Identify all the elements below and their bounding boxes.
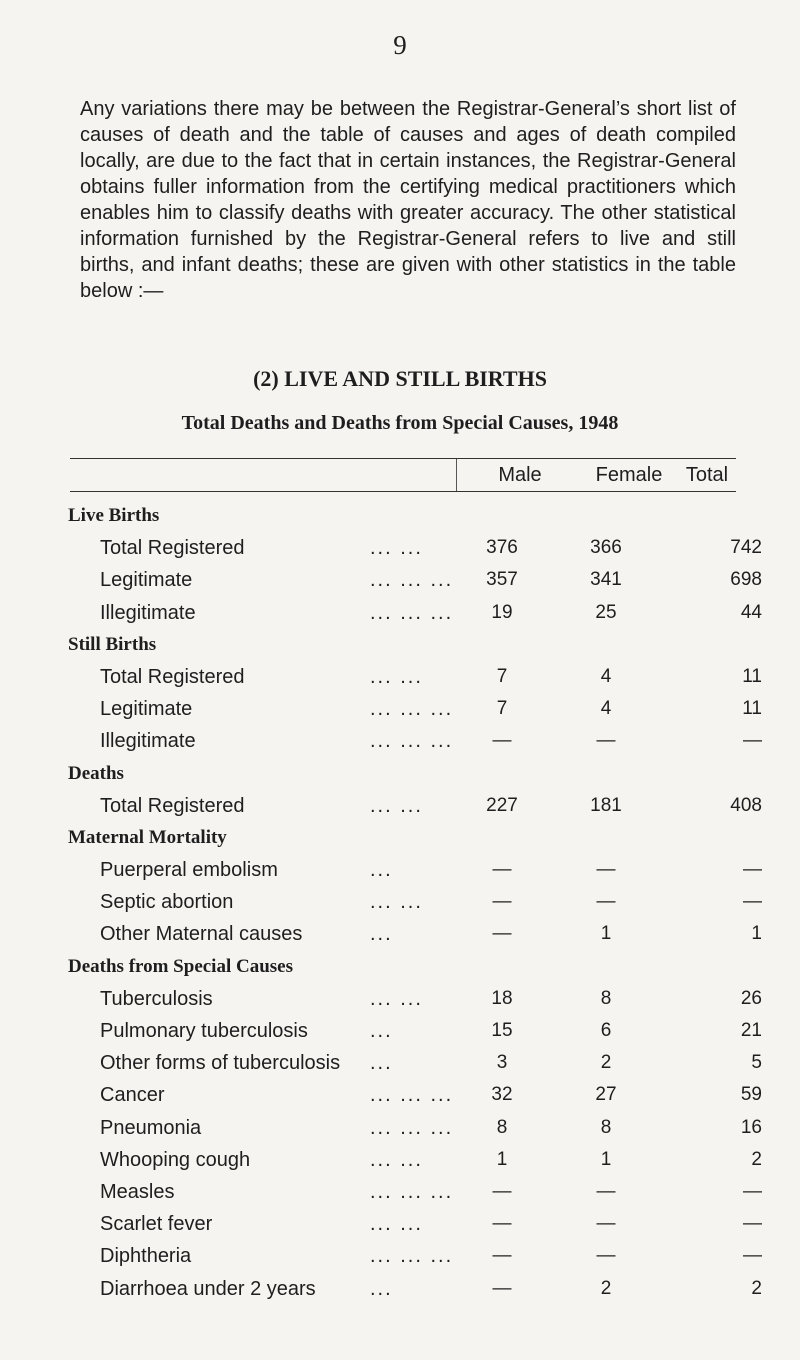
leader-dots: ... ... ... — [370, 601, 454, 624]
leader-dots: ... ... ... — [370, 1116, 454, 1139]
cell-male: 7 — [496, 698, 508, 720]
section-title: (2) LIVE AND STILL BIRTHS — [253, 366, 547, 391]
cell-male: — — [492, 859, 512, 881]
section-heading-label: Deaths — [68, 762, 124, 784]
cell-female: 2 — [600, 1277, 612, 1299]
cell-male: 32 — [491, 1084, 513, 1106]
table-row — [0, 1112, 800, 1144]
leader-dots: ... ... — [370, 537, 423, 560]
cell-male: — — [492, 730, 512, 752]
cell-total: 59 — [740, 1084, 762, 1106]
row-label: Pneumonia — [100, 1116, 202, 1139]
cell-total: — — [743, 891, 762, 913]
table-section-heading — [0, 500, 800, 532]
leader-dots: ... ... ... — [370, 1180, 454, 1203]
row-label: Septic abortion — [100, 891, 234, 914]
leader-dots: ... ... ... — [370, 569, 454, 592]
table-row — [0, 790, 800, 822]
cell-male: — — [492, 891, 512, 913]
table-row — [0, 918, 800, 950]
row-label: Puerperal embolism — [100, 859, 278, 882]
cell-female: — — [596, 891, 616, 913]
row-label: Other Maternal causes — [100, 923, 303, 946]
cell-female: — — [596, 1213, 616, 1235]
cell-male: 15 — [491, 1020, 513, 1041]
cell-male: 1 — [496, 1148, 508, 1170]
cell-male: 227 — [486, 794, 518, 816]
cell-total: 21 — [740, 1020, 762, 1041]
cell-total: 26 — [740, 987, 762, 1009]
cell-female: 366 — [590, 537, 622, 559]
statistics-table-body — [0, 500, 800, 1305]
cell-total: — — [743, 1180, 762, 1202]
cell-total: 5 — [751, 1052, 762, 1074]
table-row — [0, 983, 800, 1015]
table-row — [0, 532, 800, 564]
cell-female: 1 — [600, 923, 612, 945]
row-label: Total Registered — [100, 537, 245, 560]
leader-dots: ... — [370, 923, 393, 946]
leader-dots: ... — [370, 859, 393, 882]
cell-male: 3 — [496, 1052, 508, 1074]
table-row — [0, 1208, 800, 1240]
cell-total: 11 — [742, 698, 762, 720]
cell-female: 341 — [590, 569, 622, 591]
section-heading-label: Deaths from Special Causes — [68, 955, 294, 977]
cell-total: 1 — [751, 923, 762, 945]
cell-male: 376 — [486, 537, 518, 559]
table-row — [0, 886, 800, 918]
leader-dots: ... ... — [370, 665, 423, 688]
table-row — [0, 1240, 800, 1272]
row-label: Total Registered — [100, 665, 245, 688]
cell-female: — — [596, 859, 616, 881]
cell-female: 4 — [600, 665, 612, 687]
table-row — [0, 597, 800, 629]
table-row — [0, 725, 800, 757]
column-divider — [456, 459, 457, 491]
section-heading-label: Maternal Mortality — [68, 826, 227, 848]
row-label: Cancer — [100, 1084, 165, 1107]
cell-female: — — [596, 730, 616, 752]
column-header-male: Male — [498, 464, 542, 486]
row-label: Whooping cough — [100, 1148, 251, 1171]
table-row — [0, 1047, 800, 1079]
row-label: Total Registered — [100, 794, 245, 817]
section-heading-label: Live Births — [68, 505, 160, 526]
table-row — [0, 693, 800, 725]
table-row — [0, 1176, 800, 1208]
leader-dots: ... ... — [370, 987, 423, 1010]
cell-female: — — [596, 1245, 616, 1267]
cell-female: 2 — [600, 1052, 612, 1074]
row-label: Legitimate — [100, 698, 193, 721]
cell-female: 8 — [600, 1116, 612, 1138]
table-row — [0, 1015, 800, 1047]
cell-male: — — [492, 923, 512, 945]
row-label: Illegitimate — [100, 730, 196, 753]
cell-male: 8 — [496, 1116, 508, 1138]
table-title: Total Deaths and Deaths from Special Causes, 1948 — [181, 412, 619, 434]
cell-male: — — [492, 1245, 512, 1267]
row-label: Pulmonary tuberculosis — [100, 1020, 308, 1042]
cell-male: 18 — [491, 987, 513, 1009]
row-label: Scarlet fever — [100, 1213, 213, 1236]
cell-female: 6 — [600, 1020, 612, 1041]
cell-total: — — [743, 730, 762, 752]
table-row — [0, 564, 800, 596]
leader-dots: ... — [370, 1020, 393, 1042]
table-section-heading — [0, 629, 800, 661]
cell-total: 742 — [730, 537, 762, 559]
table-section-heading — [0, 822, 800, 854]
cell-total: 16 — [740, 1116, 762, 1138]
cell-male: 357 — [486, 569, 518, 591]
table-section-heading — [0, 951, 800, 983]
table-section-heading — [0, 758, 800, 790]
row-label: Other forms of tuberculosis — [100, 1052, 341, 1075]
intro-paragraph: Any variations there may be between the Registrar-General’s short list of causes of death and the table of causes and ages of death compiled locally, are due to the fact that in certain instances, the Registrar-General obtains fuller information from the certifying medical practitioners which enables him to classify deaths with greater accuracy. The other statistical information furnished by the Registrar-General refers to live and still births, and infant deaths; these are given with other statistics in the table below :— — [80, 98, 736, 302]
cell-total: 11 — [742, 665, 762, 687]
leader-dots: ... ... — [370, 1148, 423, 1171]
row-label: Legitimate — [100, 569, 193, 592]
leader-dots: ... ... — [370, 891, 423, 914]
cell-female: 27 — [595, 1084, 617, 1106]
cell-total: 2 — [751, 1148, 762, 1170]
cell-female: — — [596, 1180, 616, 1202]
section-heading-label: Still Births — [68, 633, 157, 655]
cell-total: — — [743, 1245, 762, 1267]
cell-total: 2 — [751, 1277, 762, 1299]
table-row — [0, 1273, 800, 1305]
cell-total: 408 — [730, 794, 762, 816]
leader-dots: ... ... — [370, 794, 423, 817]
cell-female: 8 — [600, 987, 612, 1009]
table-top-rule — [70, 458, 736, 459]
row-label: Measles — [100, 1180, 175, 1203]
cell-male: — — [492, 1180, 512, 1202]
cell-total: — — [743, 1213, 762, 1235]
column-header-total: Total — [685, 464, 729, 486]
column-header-female: Female — [595, 464, 663, 486]
leader-dots: ... ... ... — [370, 1245, 454, 1268]
row-label: Diphtheria — [100, 1245, 192, 1268]
cell-total: 44 — [740, 601, 762, 623]
leader-dots: ... ... ... — [370, 698, 454, 721]
row-label: Tuberculosis — [100, 987, 213, 1010]
cell-total: — — [743, 859, 762, 881]
cell-male: 19 — [491, 601, 513, 623]
row-label: Illegitimate — [100, 601, 196, 624]
cell-female: 25 — [595, 601, 617, 623]
leader-dots: ... — [370, 1277, 393, 1300]
cell-male: — — [492, 1277, 512, 1299]
table-row — [0, 854, 800, 886]
cell-female: 181 — [590, 794, 622, 816]
table-row — [0, 661, 800, 693]
cell-female: 1 — [600, 1148, 612, 1170]
table-row — [0, 1144, 800, 1176]
table-header-rule — [70, 491, 736, 492]
cell-female: 4 — [600, 698, 612, 720]
cell-male: — — [492, 1213, 512, 1235]
table-row — [0, 1079, 800, 1111]
cell-total: 698 — [730, 569, 762, 591]
leader-dots: ... ... ... — [370, 730, 454, 753]
cell-male: 7 — [496, 665, 508, 687]
leader-dots: ... ... ... — [370, 1084, 454, 1107]
leader-dots: ... — [370, 1052, 393, 1075]
page-number: 9 — [393, 30, 407, 60]
leader-dots: ... ... — [370, 1213, 423, 1236]
row-label: Diarrhoea under 2 years — [100, 1277, 316, 1300]
